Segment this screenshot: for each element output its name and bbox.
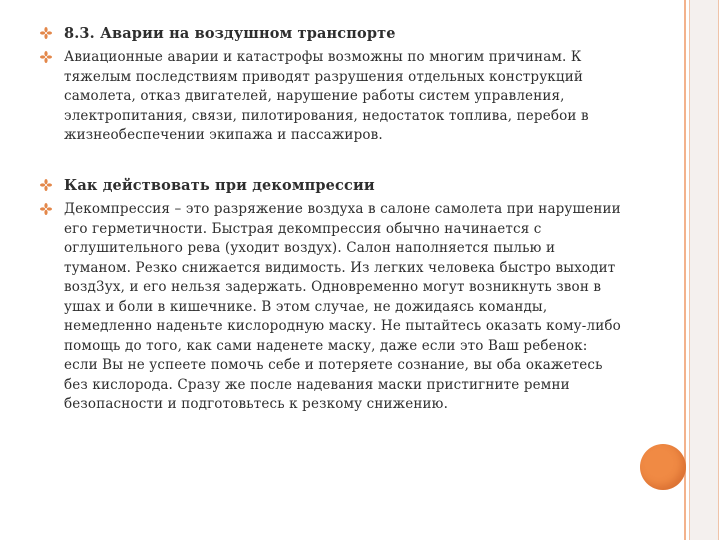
decorative-stripe-band	[689, 0, 719, 540]
paragraph-text: Авиационные аварии и катастрофы возможны по многим причинам. К тяжелым последствиям приводят разрушения отдельных конструкций самолета, отказ двигателей, нарушение работы систем управления, электропитания, связи, пилотирования, недостаток топлива, перебои в жизнеобеспечении экипажа и пассажиров.	[64, 49, 589, 143]
four-petal-bullet-icon	[40, 27, 52, 39]
decorative-orange-circle	[640, 444, 686, 490]
section-heading: Как действовать при декомпрессии	[64, 177, 375, 194]
paragraph-text: Декомпрессия – это разряжение воздуха в салоне самолета при нарушении его герметичности. Быстрая декомпрессия обычно начинается с оглушительного рева (уходит воздух). Салон наполняется пылью и туманом. Резко снижается видимость. Из легких человека быстро выходит возд3ух, и его нельзя задержать. Одновременно могут возникнуть звон в ушах и боли в кишечнике. В этом случае, не дожидаясь команды, немедленно наденьте кислородную маску. Не пытайтесь оказать кому-либо помощь до того, как сами наденете маску, даже если это Ваш ребенок: если Вы не успеете помочь себе и потеряете сознание, вы оба окажетесь без кислорода. Сразу же после надевания маски пристигните ремни безопасности и подготовьтесь к резкому снижению.	[64, 201, 621, 412]
four-petal-bullet-icon	[40, 51, 52, 63]
four-petal-bullet-icon	[40, 203, 52, 215]
four-petal-bullet-icon	[40, 179, 52, 191]
section-heading: 8.3. Аварии на воздушном транспорте	[64, 25, 396, 42]
